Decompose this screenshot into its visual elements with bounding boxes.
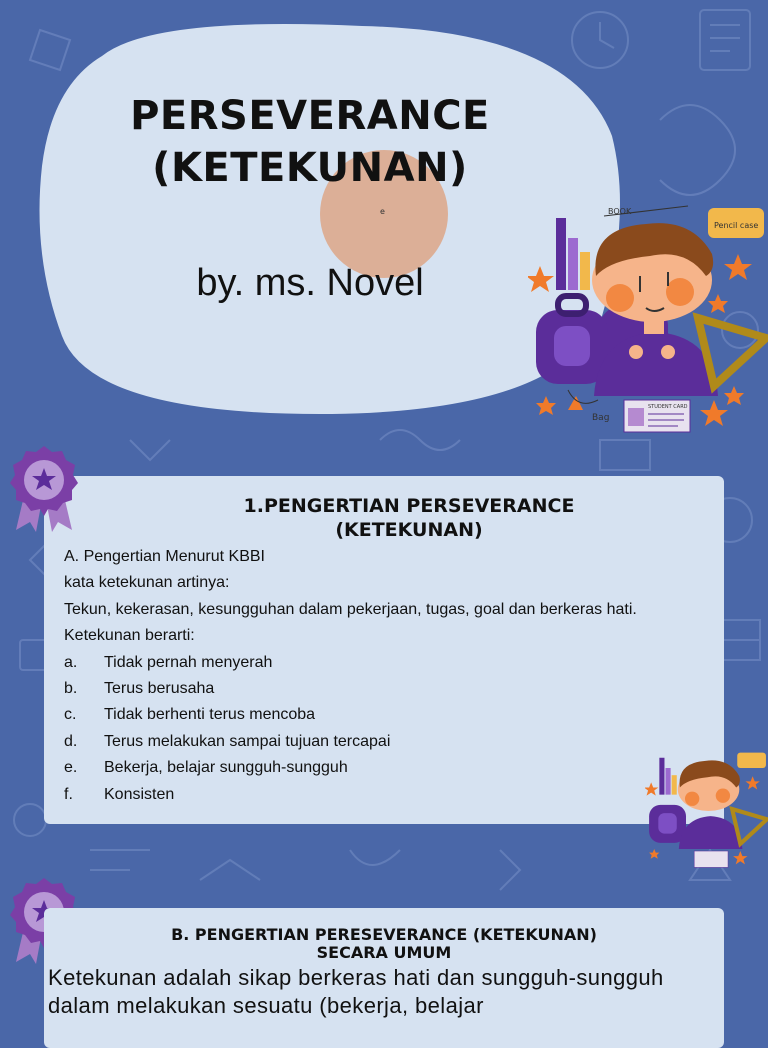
list-item [64,650,676,676]
bag-label: Bag [592,413,610,423]
list-marker: f. [64,785,73,803]
section-1-subheading: A. Pengertian Menurut KBBI [64,548,265,565]
author-byline: by. ms. Novel [196,262,424,304]
list-marker: a. [64,653,78,671]
list-text: Konsisten [104,785,175,803]
hero-mark: e [380,207,385,216]
title-line-2: (KETEKUNAN) [152,145,468,191]
list-item [64,755,676,781]
section-1-heading-line-1: 1.PENGERTIAN PERSEVERANCE [243,495,575,517]
section-2-heading [44,926,724,962]
list-text: Terus berusaha [104,680,215,698]
section-1-meaning-label: Ketekunan berarti: [64,627,195,645]
list-marker: c. [64,706,77,724]
section-2-heading-line-1: B. PENGERTIAN PERESEVERANCE (KETEKUNAN) [171,925,597,944]
section-1-heading [44,494,724,542]
list-item [64,729,676,755]
backpack-icon [536,296,608,384]
list-item [64,702,676,728]
list-text: Tidak pernah menyerah [104,653,273,671]
student-card-icon [624,400,690,432]
student-figure [592,223,718,396]
section-2-card [44,908,724,1048]
student-card-label: STUDENT CARD [648,404,688,410]
list-marker: d. [64,732,78,750]
ribbon-badge-icon [6,444,82,534]
section-1-card [44,476,724,824]
section-1-body [64,544,676,808]
title-line-1: PERSEVERANCE [130,93,490,139]
book-label: BOOK [608,207,632,216]
page-title [80,90,540,194]
list-item [64,676,676,702]
section-1-heading-line-2: (KETEKUNAN) [335,519,483,541]
list-text: Tidak berhenti terus mencoba [104,706,316,724]
section-1-intro: kata ketekunan artinya: [64,574,230,592]
pencil-case-label: Pencil case [714,221,759,230]
list-text: Bekerja, belajar sungguh-sungguh [104,759,348,777]
ruler-triangle-icon [698,318,766,386]
bar-chart-icon [556,218,566,290]
list-marker: e. [64,759,78,777]
list-item [64,782,676,808]
section-2-heading-line-2: SECARA UMUM [316,943,452,962]
section-2-text: Ketekunan adalah sikap berkeras hati dan sungguh-sungguh dalam melakukan sesuatu (bekerja, belajar [48,965,664,1018]
list-text: Terus melakukan sampai tujuan tercapai [104,732,391,750]
section-1-definition: Tekun, kekerasan, kesungguhan dalam pekerjaan, tugas, goal dan berkeras hati. [64,600,637,618]
list-marker: b. [64,680,78,698]
small-student-illustration [645,748,768,870]
student-illustration [528,200,768,436]
